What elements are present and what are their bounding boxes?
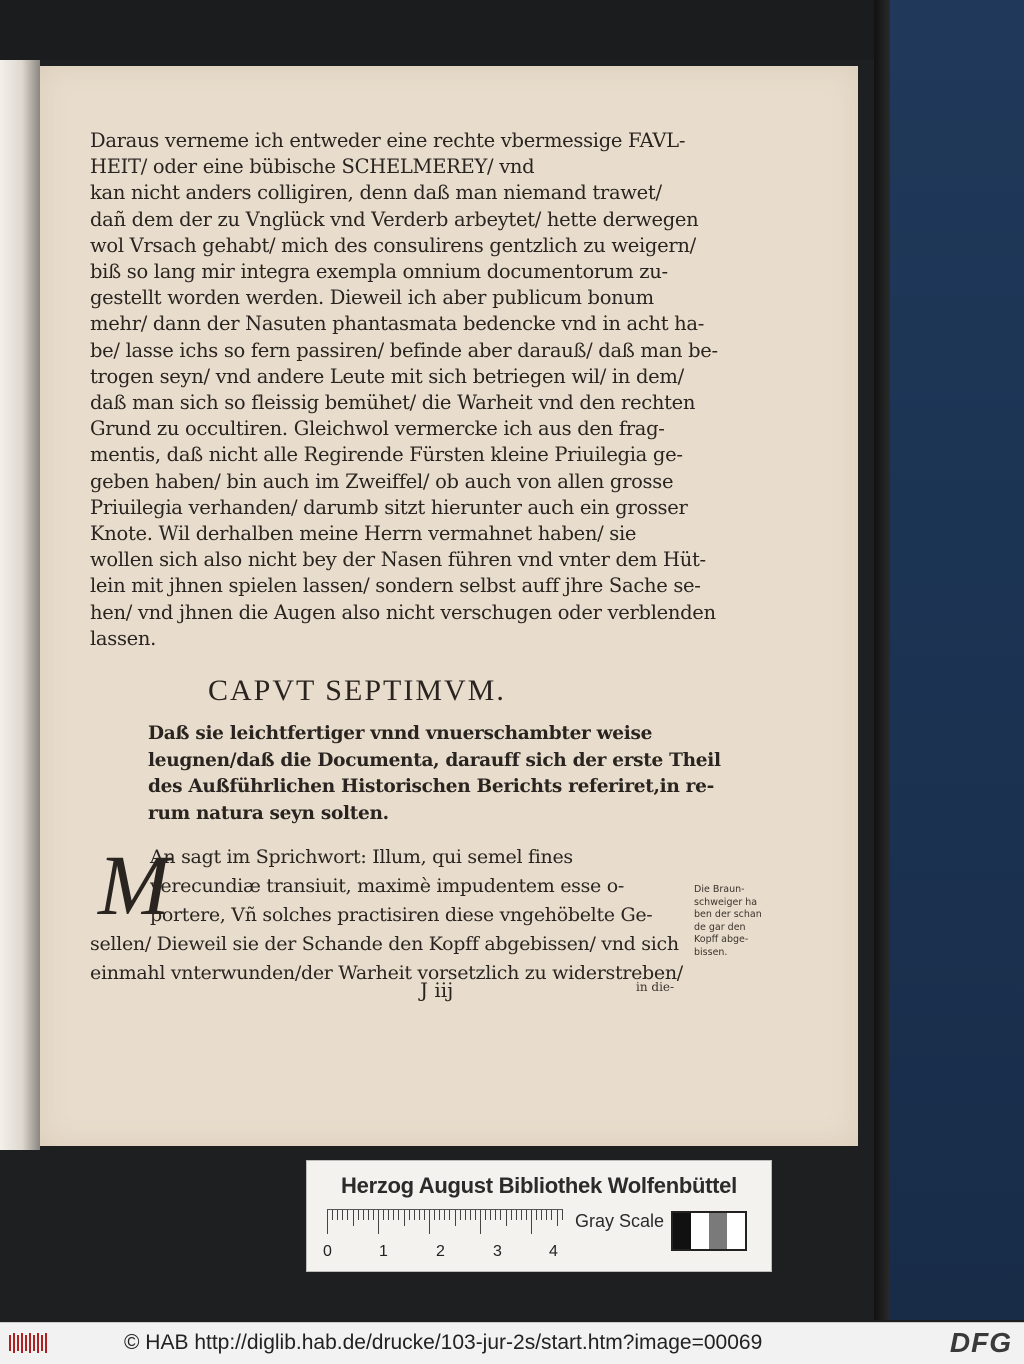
previous-page-edge — [0, 60, 40, 1150]
body-line: verecundiæ transiuit, maximè impudentem esse o- — [150, 875, 624, 897]
summary-line: leugnen/daß die Documenta, darauff sich der erste Theil — [148, 749, 721, 771]
ruler-tick — [526, 1210, 527, 1220]
ruler-tick — [368, 1210, 369, 1220]
ruler-number: 2 — [436, 1243, 445, 1260]
text-line: trogen seyn/ vnd andere Leute mit sich betriegen wil/ in dem/ — [90, 364, 684, 388]
ruler-tick — [516, 1210, 517, 1220]
ruler-tick — [337, 1210, 338, 1220]
ruler-tick — [414, 1210, 415, 1220]
text-line: be/ lasse ichs so fern passiren/ befinde aber darauß/ daß man be- — [90, 338, 718, 362]
ruler-tick — [373, 1210, 374, 1220]
summary-line: rum natura seyn solten. — [148, 802, 389, 824]
ruler-tick — [404, 1210, 405, 1226]
dfg-logo: DFG — [949, 1327, 1012, 1358]
footer-bar — [0, 1322, 1024, 1364]
gray-scale-swatches — [671, 1211, 747, 1251]
ruler-tick — [455, 1210, 456, 1226]
ruler-tick — [485, 1210, 486, 1220]
ruler-tick — [378, 1210, 379, 1234]
ruler-tick — [444, 1210, 445, 1220]
ruler-tick — [490, 1210, 491, 1220]
ruler-tick — [388, 1210, 389, 1220]
text-line: wol Vrsach gehabt/ mich des consulirens gentzlich zu weigern/ — [90, 233, 696, 257]
ruler-tick — [480, 1210, 481, 1234]
text-line: gestellt worden werden. Dieweil ich aber publicum bonum — [90, 286, 654, 310]
scanned-page — [40, 66, 858, 1146]
gray-swatch — [727, 1213, 745, 1249]
chapter-heading: CAPVT SEPTIMVM. — [208, 674, 506, 707]
ruler-tick — [536, 1210, 537, 1220]
ruler-tick — [347, 1210, 348, 1220]
ruler-tick — [531, 1210, 532, 1234]
ruler-tick — [409, 1210, 410, 1220]
library-color-card — [306, 1160, 772, 1272]
ruler-tick — [439, 1210, 440, 1220]
text-line: hen/ vnd jhnen die Augen also nicht verschugen oder verblenden — [90, 600, 716, 624]
ruler-tick — [429, 1210, 430, 1234]
ruler-tick — [470, 1210, 471, 1220]
library-name: Herzog August Bibliothek Wolfenbüttel — [341, 1173, 737, 1198]
ruler-tick — [551, 1210, 552, 1220]
ruler-tick — [511, 1210, 512, 1220]
text-line: mehr/ dann der Nasuten phantasmata bedencke vnd in acht ha- — [90, 312, 705, 336]
gray-scale-label: Gray Scale — [575, 1211, 665, 1231]
decorated-initial: M — [98, 837, 170, 933]
body-line: sellen/ Dieweil sie der Schande den Kopff abgebissen/ vnd sich — [90, 933, 679, 955]
ruler-tick — [363, 1210, 364, 1220]
ruler-tick — [465, 1210, 466, 1220]
ruler-tick — [383, 1210, 384, 1220]
gray-swatch — [673, 1213, 691, 1249]
ruler-tick — [434, 1210, 435, 1220]
text-line: wollen sich also nicht bey der Nasen führen vnd vnter dem Hüt- — [90, 548, 706, 572]
ruler-tick — [562, 1210, 563, 1220]
text-line: lein mit jhnen spielen lassen/ sondern selbst auff jhre Sache se- — [90, 574, 701, 598]
body-line: portere, Vñ solches practisiren diese vngehöbelte Ge- — [150, 904, 653, 926]
top-background — [0, 0, 1024, 60]
chapter-body — [90, 837, 710, 988]
hab-logo-icon — [8, 1331, 48, 1355]
text-line: HEIT/ oder eine bübische SCHELMEREY/ vnd — [90, 155, 535, 179]
ruler-tick — [358, 1210, 359, 1220]
ruler-tick — [393, 1210, 394, 1220]
gray-swatch — [709, 1213, 727, 1249]
text-line: kan nicht anders colligiren, denn daß man niemand trawet/ — [90, 181, 662, 205]
ruler-tick — [342, 1210, 343, 1220]
right-binding-edge — [874, 0, 1024, 1320]
margin-note-line: de gar den — [694, 921, 746, 933]
ruler-number: 4 — [549, 1243, 558, 1260]
text-line: dañ dem der zu Vnglück vnd Verderb arbeytet/ hette derwegen — [90, 207, 699, 231]
ruler-tick — [332, 1210, 333, 1220]
ruler-tick — [506, 1210, 507, 1226]
summary-line: Daß sie leichtfertiger vnnd vnuerschambter weise — [148, 723, 653, 744]
margin-note-line: ben der schan — [694, 909, 762, 920]
text-line: lassen. — [90, 626, 157, 650]
text-line: Grund zu occultiren. Gleichwol vermercke ich aus den frag- — [90, 417, 665, 441]
text-line: Daraus verneme ich entweder eine rechte vbermessige FAVL- — [90, 129, 686, 152]
ruler-tick — [460, 1210, 461, 1220]
ruler-tick — [327, 1210, 328, 1234]
chapter-summary — [148, 721, 721, 827]
gray-swatch — [691, 1213, 709, 1249]
ruler-number: 0 — [323, 1243, 332, 1260]
margin-note — [694, 884, 764, 959]
margin-note-line: bissen. — [694, 946, 728, 958]
ruler-tick — [424, 1210, 425, 1220]
text-line: biß so lang mir integra exempla omnium documentorum zu- — [90, 260, 668, 284]
body-line: An sagt im Sprichwort: Illum, qui semel fines — [150, 846, 573, 868]
body-line: einmahl vnterwunden/der Warheit vorsetzlich zu widerstreben/ — [90, 962, 683, 984]
ruler-tick — [500, 1210, 501, 1220]
ruler-tick — [475, 1210, 476, 1220]
ruler-tick — [546, 1210, 547, 1220]
ruler-tick — [541, 1210, 542, 1220]
ruler-tick — [449, 1210, 450, 1220]
ruler-tick — [495, 1210, 496, 1220]
signature-mark: J iij — [420, 978, 454, 1002]
ruler-tick — [398, 1210, 399, 1220]
ruler-tick — [353, 1210, 354, 1226]
margin-note-line: Die Braun- — [694, 884, 745, 895]
text-line: daß man sich so fleissig bemühet/ die Warheit vnd den rechten — [90, 391, 696, 415]
text-line: mentis, daß nicht alle Regirende Fürsten kleine Priuilegia ge- — [90, 443, 683, 467]
ruler-number: 1 — [379, 1243, 388, 1260]
ruler-tick — [419, 1210, 420, 1220]
margin-note-line: schweiger ha — [694, 896, 758, 908]
ruler-tick — [521, 1210, 522, 1220]
ruler-tick — [557, 1210, 558, 1226]
ruler-number: 3 — [493, 1243, 502, 1260]
main-text — [90, 128, 718, 652]
text-line: geben haben/ bin auch im Zweiffel/ ob auch von allen grosse — [90, 469, 674, 493]
catchword: in die- — [636, 980, 675, 994]
summary-line: des Außführlichen Historischen Berichts referiret,in re- — [148, 776, 714, 797]
margin-note-line: Kopff abge- — [694, 934, 749, 945]
copyright-url[interactable]: © HAB http://diglib.hab.de/drucke/103-jur-2s/start.htm?image=00069 — [124, 1331, 763, 1354]
scale-ruler — [327, 1209, 563, 1238]
text-line: Knote. Wil derhalben meine Herrn vermahnet haben/ sie — [90, 522, 637, 546]
text-line: Priuilegia verhanden/ darumb sitzt hierunter auch ein grosser — [90, 495, 688, 519]
